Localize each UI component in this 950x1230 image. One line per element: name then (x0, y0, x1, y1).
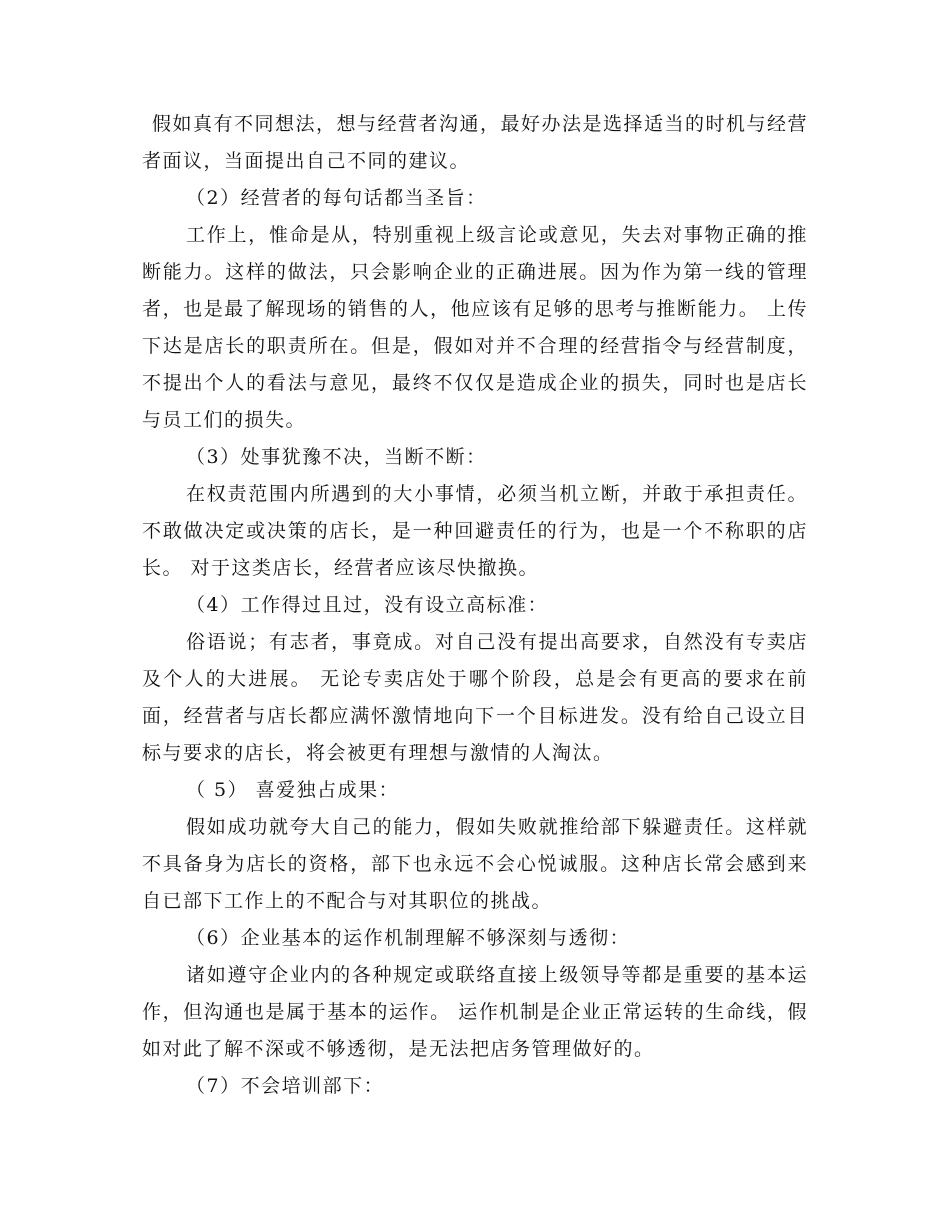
section-heading-4: （4）工作得过且过，没有设立高标准： (186, 594, 549, 616)
section-heading-5: （ 5） 喜爱独占成果： (186, 779, 400, 801)
section-body-5: 假如成功就夸大自己的能力，假如失败就推给部下躲避责任。这样就不具备身为店长的资格，部下也永远不会心悦诚服。这种店长常会感到来自已部下工作上的不配合与对其职位的挑战。 (142, 816, 808, 912)
section-heading-7: （7）不会培训部下： (186, 1075, 385, 1097)
section-body-3: 在权责范围内所遇到的大小事情，必须当机立断，并敢于承担责任。不敢做决定或决策的店长，是一种回避责任的行为，也是一个不称职的店长。 对于这类店长，经营者应该尽快撤换。 (142, 483, 808, 579)
paragraph-intro: 假如真有不同想法，想与经营者沟通，最好办法是选择适当的时机与经营者面议，当面提出自己不同的建议。 (142, 113, 809, 172)
section-body-6: 诸如遵守企业内的各种规定或联络直接上级领导等都是重要的基本运作，但沟通也是属于基本的运作。 运作机制是企业正常运转的生命线，假如对此了解不深或不够透彻，是无法把店务管理做好的。 (142, 964, 808, 1060)
section-body-4: 俗语说；有志者，事竟成。对自己没有提出高要求，自然没有专卖店及个人的大进展。 无论专卖店处于哪个阶段，总是会有更高的要求在前面，经营者与店长都应满怀激情地向下一个目标进发。没有给自己设立目标与要求的店长，将会被更有理想与激情的人淘汰。 (142, 631, 808, 764)
section-heading-3: （3）处事犹豫不决，当断不断： (186, 446, 487, 468)
document-body (142, 106, 808, 1105)
section-heading-6: （6）企业基本的运作机制理解不够深刻与透彻： (186, 927, 631, 949)
section-heading-2: （2）经营者的每句话都当圣旨： (186, 187, 487, 209)
section-body-2: 工作上，惟命是从，特别重视上级言论或意见，失去对事物正确的推断能力。这样的做法，只会影响企业的正确进展。因为作为第一线的管理者，也是最了解现场的销售的人，他应该有足够的思考与推断能力。 上传下达是店长的职责所在。但是，假如对并不合理的经营指令与经营制度，不提出个人的看法与意见，最终不仅仅是造成企业的损失，同时也是店长与员工们的损失。 (142, 224, 808, 431)
